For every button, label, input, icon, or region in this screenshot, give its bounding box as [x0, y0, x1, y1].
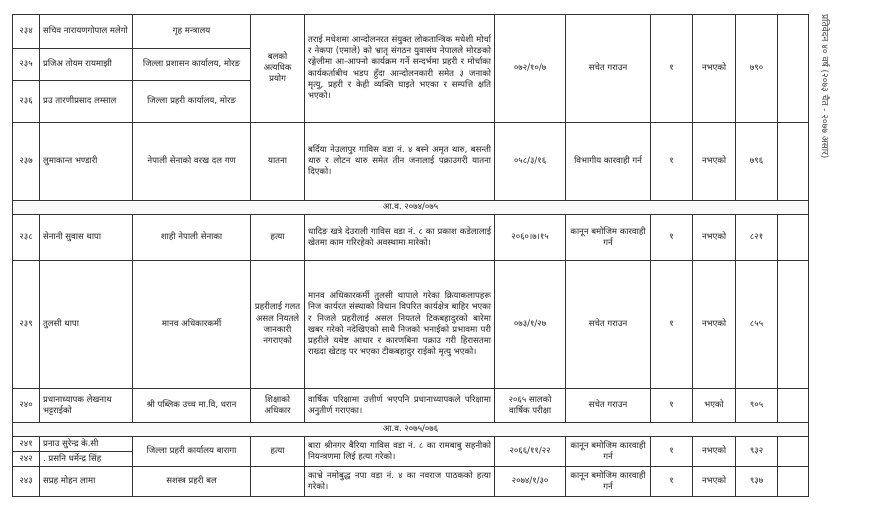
page-cell: ८५५: [736, 261, 778, 389]
decision-cell: सचेत गराउन: [566, 15, 651, 123]
blank-cell: [778, 215, 809, 261]
blank-cell: [778, 389, 809, 423]
serial-cell: २३७: [13, 123, 40, 201]
serial-cell: २४२: [13, 452, 40, 467]
name-cell: प्रनाउ सुरेन्द्र के.सी: [40, 437, 133, 452]
page-cell: ७९६: [736, 123, 778, 201]
office-cell: मानव अधिकारकर्मी: [133, 261, 251, 389]
date-cell: २०६५ सालको वार्षिक परीक्षा: [495, 389, 566, 423]
serial-cell: २३८: [13, 215, 40, 261]
page-cell: ७९०: [736, 15, 778, 123]
table-row: [13, 123, 809, 201]
status-cell: नभएको: [693, 467, 736, 497]
name-cell: सप्रह मोहन लामा: [40, 467, 133, 497]
date-cell: २०६०।७।१५: [495, 215, 566, 261]
decision-cell: सचेत गराउन: [566, 261, 651, 389]
serial-cell: २४०: [13, 389, 40, 423]
section-header-row: [13, 423, 809, 437]
office-cell: नेपाली सेनाको वरख दल गण: [133, 123, 251, 201]
name-cell: प्रउ तारणीप्रसाद लम्साल: [40, 81, 133, 123]
office-cell: सशस्त्र प्रहरी बल: [133, 467, 251, 497]
serial-cell: २४३: [13, 467, 40, 497]
name-cell: तुलसी थापा: [40, 261, 133, 389]
description-cell: वार्षिक परिक्षामा उत्तीर्ण भएपनि प्रधानाध्यापकले परिक्षामा अनुतीर्ण गराएका।: [305, 389, 495, 423]
table-row: [13, 215, 809, 261]
description-cell: बर्दिया नेउलापुर गाविस वडा नं. ४ बस्ने अमृत थारु, बसन्ती थारु र लोटन थारु समेत तीन जनालाई पक्राउगरी यातना दिएको।: [305, 123, 495, 201]
name-cell: प्रजिअ तोयम रायमाझी: [40, 49, 133, 81]
office-cell: जिल्ला प्रहरी कार्यालय, मोरङ: [133, 81, 251, 123]
office-cell: श्री पब्लिक उच्च मा.वि, धरान: [133, 389, 251, 423]
side-note-text: प्रतिवेदन ४० वर्ष (२०७३ चैत - २०७७ असार): [819, 14, 829, 159]
date-cell: ०७३/१/२७: [495, 261, 566, 389]
page-cell: ९३७: [736, 467, 778, 497]
serial-cell: २४१: [13, 437, 40, 452]
count-cell: १: [651, 389, 693, 423]
decision-cell: कानून बमोजिम कारवाही गर्न: [566, 215, 651, 261]
count-cell: १: [651, 261, 693, 389]
fiscal-year-header: आ.व. २०७५/०७६: [13, 423, 809, 437]
decision-cell: सचेत गराउन: [566, 389, 651, 423]
date-cell: २०६६/११/२२: [495, 437, 566, 467]
status-cell: नभएको: [693, 437, 736, 467]
violation-type-cell: शिक्षाको अधिकार: [251, 389, 305, 423]
violation-type-cell: बलको अत्यधिक प्रयोग: [251, 15, 305, 123]
fiscal-year-header: आ.व. २०७४/०७५: [13, 201, 809, 215]
name-cell: सचिव नारायणगोपाल मलेगो: [40, 15, 133, 49]
name-cell: प्रधानाध्यापक लेखनाथ भट्टराईको: [40, 389, 133, 423]
page-cell: ८२१: [736, 215, 778, 261]
serial-cell: २३५: [13, 49, 40, 81]
name-cell: लुमाकान्त भण्डारी: [40, 123, 133, 201]
serial-cell: २३९: [13, 261, 40, 389]
table-row: [13, 261, 809, 389]
count-cell: १: [651, 15, 693, 123]
date-cell: २०७४/१/३०: [495, 467, 566, 497]
date-cell: ०७२/१०/७: [495, 15, 566, 123]
running-side-header: [818, 14, 838, 314]
description-cell: काभ्रे नमोबुद्ध नपा वडा नं. ४ का नवराज पाठकको हत्या गरेको।: [305, 467, 495, 497]
blank-cell: [778, 261, 809, 389]
office-cell: शाही नेपाली सेनाका: [133, 215, 251, 261]
description-cell: धादिङ खत्रे देउराली गाविस वडा नं. ८ का प्रकाश कडेलालाई खेतमा काम गरिरहेको अवस्थामा मारेको।: [305, 215, 495, 261]
serial-cell: २३६: [13, 81, 40, 123]
blank-cell: [778, 123, 809, 201]
status-cell: भएको: [693, 389, 736, 423]
violation-type-cell: [251, 467, 305, 497]
name-cell: सेनानी सुवास थापा: [40, 215, 133, 261]
count-cell: १: [651, 123, 693, 201]
page-cell: ९०५: [736, 389, 778, 423]
description-cell: मानव अधिकारकर्मी तुलसी थापाले गरेका क्रियाकलापहरू निज कार्यरत संस्थाको विधान विपरित कार्यक्षेत्र बाहिर भएका र निजले प्रहरीलाई असल नियतले टिकबहादुरको बारेमा खबर गरेको नदेखिएको साथै निजको भनाईको प्रभावमा परी प्रहरीले यथेष्ट आधार र कारणबिना पक्राउ गरी हिरासतमा राख्दा खेटाइ पर भएका टीकबहादुर राईको मृत्यु भएको।: [305, 261, 495, 389]
name-cell: . प्रसनि धर्मेन्द्र सिंह: [40, 452, 133, 467]
count-cell: १: [651, 215, 693, 261]
violation-type-cell: हत्या: [251, 215, 305, 261]
violation-type-cell: प्रहरीलाई गलत असल नियतले जानकारी नगराएको: [251, 261, 305, 389]
status-cell: नभएको: [693, 261, 736, 389]
count-cell: १: [651, 467, 693, 497]
office-cell: गृह मन्त्रालय: [133, 15, 251, 49]
decision-cell: कानून बमोजिम कारवाही गर्न: [566, 467, 651, 497]
description-cell: बारा श्रीनगर बैरिया गाविस वडा नं. ८ का रामबाबु सहनीको नियन्त्रणमा लिई हत्या गरेको।: [305, 437, 495, 467]
records-table: [12, 14, 809, 497]
violation-type-cell: यातना: [251, 123, 305, 201]
blank-cell: [778, 15, 809, 123]
page-cell: ९३२: [736, 437, 778, 467]
date-cell: ०५८/३/१६: [495, 123, 566, 201]
table-row: [13, 467, 809, 497]
blank-cell: [778, 467, 809, 497]
office-cell: जिल्ला प्रशासन कार्यालय, मोरङ: [133, 49, 251, 81]
violation-type-cell: हत्या: [251, 437, 305, 467]
status-cell: नभएको: [693, 15, 736, 123]
status-cell: नभएको: [693, 123, 736, 201]
table-row: [13, 437, 809, 452]
status-cell: नभएको: [693, 215, 736, 261]
decision-cell: विभागीय कारवाही गर्न: [566, 123, 651, 201]
count-cell: १: [651, 437, 693, 467]
blank-cell: [778, 437, 809, 467]
description-cell: तराई मधेशमा आन्दोलनरत संयुक्त लोकतान्त्रिक मधेशी मोर्चा र नेकपा (एमाले) को भ्रातृ संगठन युवासंघ नेपालले मोरङको रङ्गेलीमा आ-आफ्नो कार्यक्रम गर्ने सन्दर्भमा प्रहरी र मोर्चाका कार्यकर्ताबीच भडप हुँदा आन्दोलनकारी समेत ३ जनाको मृत्यु, प्रहरी र केही व्यक्ति घाइते भएका र सम्पत्ति क्षति भएको।: [305, 15, 495, 123]
table-row: [13, 389, 809, 423]
serial-cell: २३४: [13, 15, 40, 49]
section-header-row: [13, 201, 809, 215]
office-cell: जिल्ला प्रहरी कार्यालय बारागा: [133, 437, 251, 467]
decision-cell: कानून बमोजिम कारवाही गर्न: [566, 437, 651, 467]
table-row: [13, 15, 809, 49]
